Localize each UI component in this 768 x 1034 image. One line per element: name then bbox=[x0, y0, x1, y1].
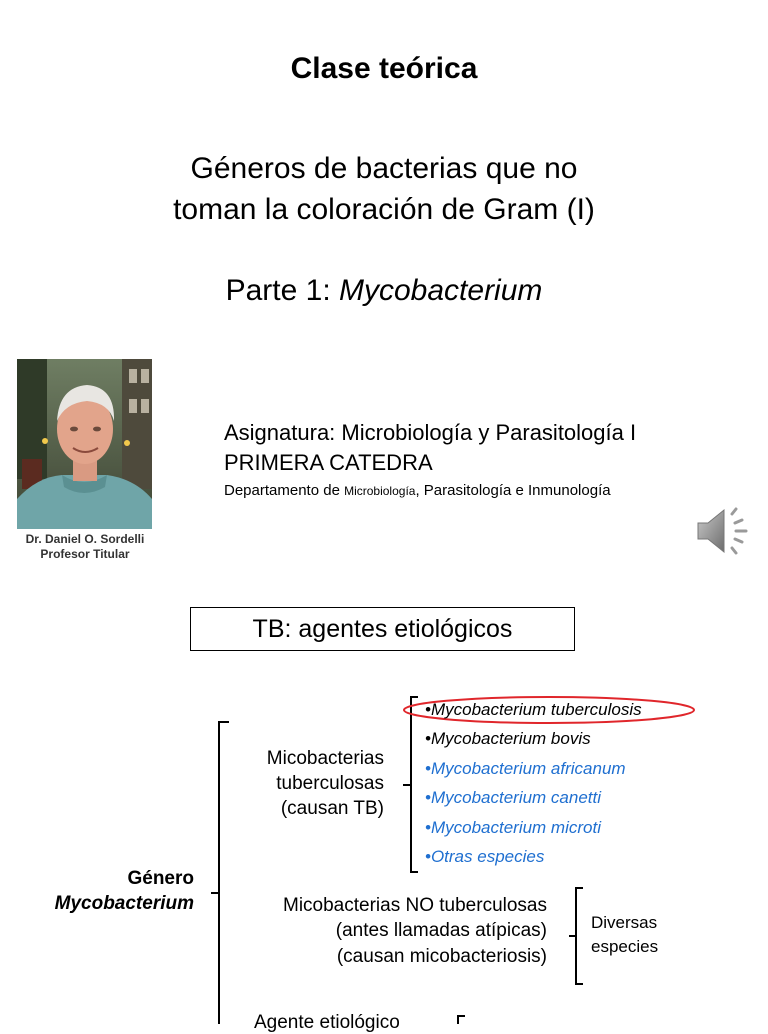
diverse-line1: Diversas bbox=[591, 913, 658, 932]
dept-rest: , Parasitología e Inmunología bbox=[415, 482, 611, 499]
tb-group-line1: Micobacterias bbox=[266, 748, 384, 769]
species-item: •Mycobacterium microti bbox=[425, 818, 601, 837]
genus-name: Mycobacterium bbox=[54, 893, 194, 914]
species-item: •Mycobacterium tuberculosis bbox=[425, 700, 642, 719]
dept-microbiology: Microbiología bbox=[344, 484, 416, 498]
ntm-group-line3: (causan micobacteriosis) bbox=[336, 946, 547, 967]
agent-bracket bbox=[458, 1016, 465, 1024]
tb-group-line2: tuberculosas bbox=[276, 773, 384, 794]
agent-partial-text: Agente etiológico bbox=[254, 1012, 400, 1033]
slide-title: Clase teórica bbox=[290, 52, 478, 85]
genus-label: Género bbox=[127, 868, 194, 889]
diverse-bracket bbox=[576, 888, 583, 984]
dept-prefix: Departamento de bbox=[224, 482, 345, 499]
species-item: •Mycobacterium canetti bbox=[425, 788, 602, 807]
subtitle-line-1: Géneros de bacterias que no bbox=[190, 152, 578, 185]
ntm-group-line2: (antes llamadas atípicas) bbox=[335, 920, 547, 941]
course-title: Asignatura: Microbiología y Parasitología I bbox=[224, 420, 637, 445]
tb-group-line3: (causan TB) bbox=[280, 798, 384, 819]
species-item: •Mycobacterium africanum bbox=[425, 759, 626, 778]
diverse-line2: especies bbox=[591, 937, 659, 956]
part-name: Mycobacterium bbox=[339, 274, 543, 307]
species-item: •Otras especies bbox=[425, 847, 545, 866]
course-chair: PRIMERA CATEDRA bbox=[224, 450, 433, 475]
part-prefix: Parte 1: bbox=[225, 274, 339, 307]
species-item: •Mycobacterium bovis bbox=[425, 729, 591, 748]
subtitle-line-2: toman la coloración de Gram (I) bbox=[173, 193, 595, 226]
section-title-box: TB: agentes etiológicos bbox=[190, 607, 575, 651]
professor-name: Dr. Daniel O. Sordelli bbox=[25, 532, 145, 546]
genus-bracket bbox=[219, 722, 229, 1024]
ntm-group-line1: Micobacterias NO tuberculosas bbox=[283, 895, 547, 916]
professor-role: Profesor Titular bbox=[40, 547, 130, 561]
tb-species-bracket bbox=[411, 697, 418, 872]
